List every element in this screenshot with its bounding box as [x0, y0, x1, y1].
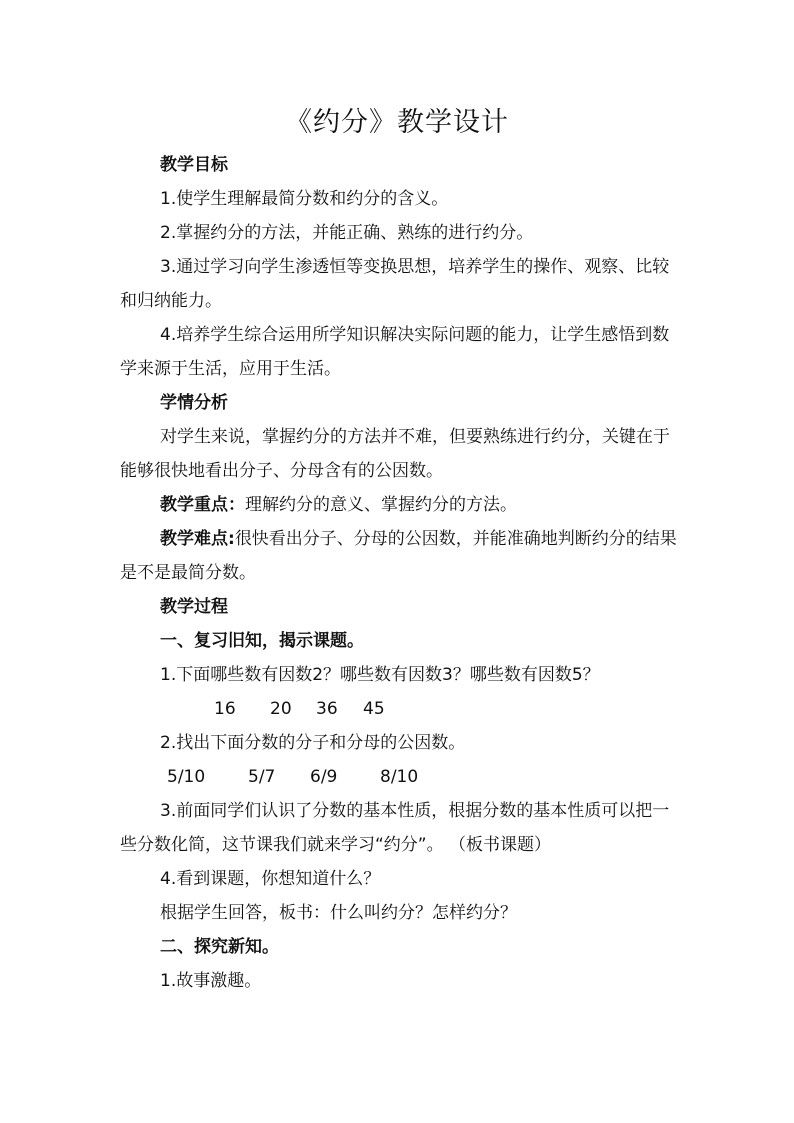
number-list — [120, 692, 680, 726]
question-2: 2.找出下面分数的分子和分母的公因数。 — [160, 733, 466, 753]
number-item: 36 — [316, 699, 338, 719]
fraction-list — [120, 760, 680, 794]
goal-item: 1.使学生理解最简分数和约分的含义。 — [160, 189, 449, 209]
number-item: 20 — [270, 699, 292, 719]
number-item: 45 — [363, 699, 385, 719]
question-3: 3.前面同学们认识了分数的基本性质，根据分数的基本性质可以把一些分数化简，这节课我们就来学习“约分”。 （板书课题） — [120, 801, 670, 855]
analysis-heading: 学情分析 — [160, 393, 228, 413]
fraction-item: 5/7 — [248, 767, 276, 787]
goal-item: 3.通过学习向学生渗透恒等变换思想，培养学生的操作、观察、比较和归纳能力。 — [120, 257, 670, 311]
goal-item: 4.培养学生综合运用所学知识解决实际问题的能力，让学生感悟到数学来源于生活，应用于生活。 — [120, 325, 670, 379]
document-body — [120, 148, 680, 998]
goal-item: 2.掌握约分的方法，并能正确、熟练的进行约分。 — [160, 223, 534, 243]
question-4: 4.看到课题，你想知道什么？ — [160, 869, 381, 889]
section2-item: 1.故事激趣。 — [160, 971, 262, 991]
difficulty-text: 很快看出分子、分母的公因数，并能准确地判断约分的结果是不是最简分数。 — [120, 529, 677, 583]
fraction-item: 8/10 — [380, 767, 419, 787]
key-label: 教学重点： — [160, 495, 245, 515]
difficulty-points — [120, 522, 680, 590]
page-title: 《约分》教学设计 — [285, 107, 509, 138]
fraction-item: 6/9 — [310, 767, 338, 787]
key-text: 理解约分的意义、掌握约分的方法。 — [245, 495, 517, 515]
question-1: 1.下面哪些数有因数2？哪些数有因数3？哪些数有因数5？ — [160, 665, 600, 685]
fraction-item: 5/10 — [167, 767, 206, 787]
analysis-text: 对学生来说，掌握约分的方法并不难，但要熟练进行约分，关键在于能够很快地看出分子、分母含有的公因数。 — [120, 427, 670, 481]
number-item: 16 — [214, 699, 236, 719]
difficulty-label: 教学难点: — [160, 529, 235, 549]
goals-heading: 教学目标 — [160, 155, 228, 175]
question-4-answer: 根据学生回答，板书：什么叫约分？怎样约分？ — [160, 903, 517, 923]
section2-heading: 二、探究新知。 — [160, 937, 279, 957]
section1-heading: 一、复习旧知，揭示课题。 — [160, 631, 364, 651]
key-points — [120, 488, 680, 522]
process-heading: 教学过程 — [160, 597, 228, 617]
